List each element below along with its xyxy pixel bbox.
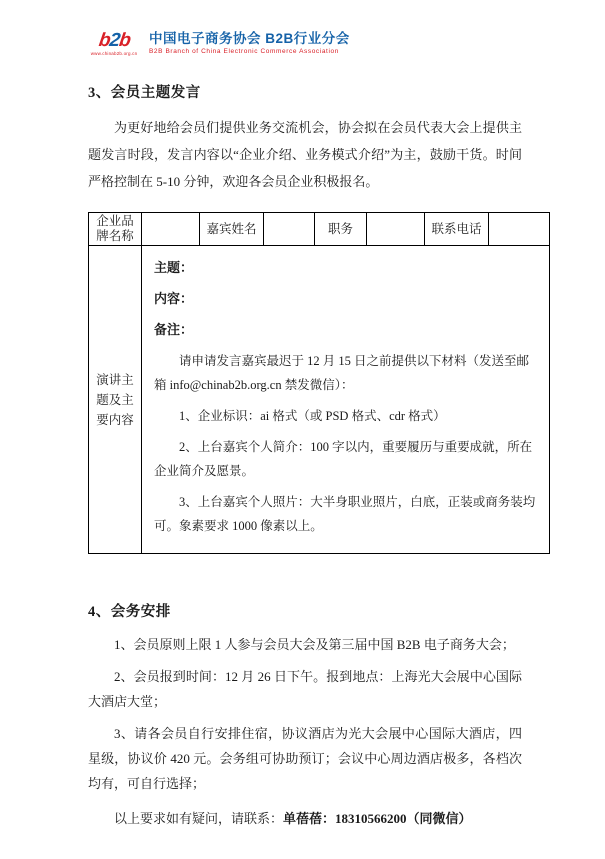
section3-heading: 3、会员主题发言 [88, 85, 201, 101]
section4-item-3: 3、请各会员自行安排住宿，协议酒店为光大会展中心国际大酒店，四星级，协议价 420 元。会务组可协助预订；会议中心周边酒店极多，各档次均有，可自行选择； [88, 726, 522, 791]
b2b-logo-icon [88, 31, 140, 56]
logo-url-text: www.chinab2b.org.cn [90, 50, 138, 56]
section3-paragraph: 为更好地给会员们提供业务交流机会，协会拟在会员代表大会上提供主题发言时段，发言内容以“企业介绍、业务模式介绍”为主，鼓励干货。时间严格控制在 5-10 分钟，欢迎各会员企业积极报名。 [88, 120, 522, 189]
speech-content-cell [142, 246, 550, 554]
section4-item-1: 1、会员原则上限 1 人参与会员大会及第三届中国 B2B 电子商务大会； [114, 637, 515, 652]
document-content [88, 0, 550, 831]
table-content-row [89, 246, 550, 554]
contact-name-phone: 单蓓蓓：18310566200（同微信） [283, 811, 472, 826]
input-cell-brand-name [142, 213, 200, 246]
input-cell-job-title [367, 213, 425, 246]
note-paragraph: 请申请发言嘉宾最迟于 12 月 15 日之前提供以下材料（发送至邮箱 info@chinab2b.org.cn 禁发微信）： [154, 354, 530, 392]
row-label-speech-topic: 演讲主题及主要内容 [89, 246, 142, 554]
header-cell-guest-name: 嘉宾姓名 [200, 213, 264, 246]
content-label: 内容： [154, 291, 194, 306]
org-title-cn: 中国电子商务协会 B2B行业分会 [149, 30, 350, 46]
logo-mark-2: 2 [107, 29, 121, 51]
logo-mark-b2: b [117, 29, 131, 51]
header-cell-phone: 联系电话 [425, 213, 489, 246]
note-item-1: 1、企业标识：ai 格式（或 PSD 格式、cdr 格式） [179, 409, 446, 423]
input-cell-guest-name [264, 213, 315, 246]
note-label: 备注： [154, 322, 194, 337]
header-cell-brand-name: 企业品牌名称 [89, 213, 142, 246]
header-cell-job-title: 职务 [315, 213, 367, 246]
org-title-block [149, 31, 350, 56]
table-header-row [89, 213, 550, 246]
contact-prefix: 以上要求如有疑问，请联系： [114, 811, 284, 826]
section4-item-2: 2、会员报到时间：12 月 26 日下午。报到地点：上海光大会展中心国际大酒店大堂； [88, 669, 522, 709]
section4-heading: 4、会务安排 [88, 604, 171, 620]
note-item-3: 3、上台嘉宾个人照片：大半身职业照片，白底，正装或商务装均可。象素要求 1000 像素以上。 [154, 495, 536, 533]
logo-mark-b1: b [97, 29, 111, 51]
topic-label: 主题： [154, 260, 194, 275]
input-cell-phone [489, 213, 550, 246]
org-title-en: B2B Branch of China Electronic Commerce Association [149, 47, 339, 55]
org-logo [88, 24, 550, 62]
b2b-logo-mark [97, 31, 131, 51]
contact-line [88, 806, 522, 831]
note-item-2: 2、上台嘉宾个人简介：100 字以内，重要履历与重要成就，所在企业简介及愿景。 [154, 440, 533, 478]
speech-signup-table [88, 212, 550, 554]
